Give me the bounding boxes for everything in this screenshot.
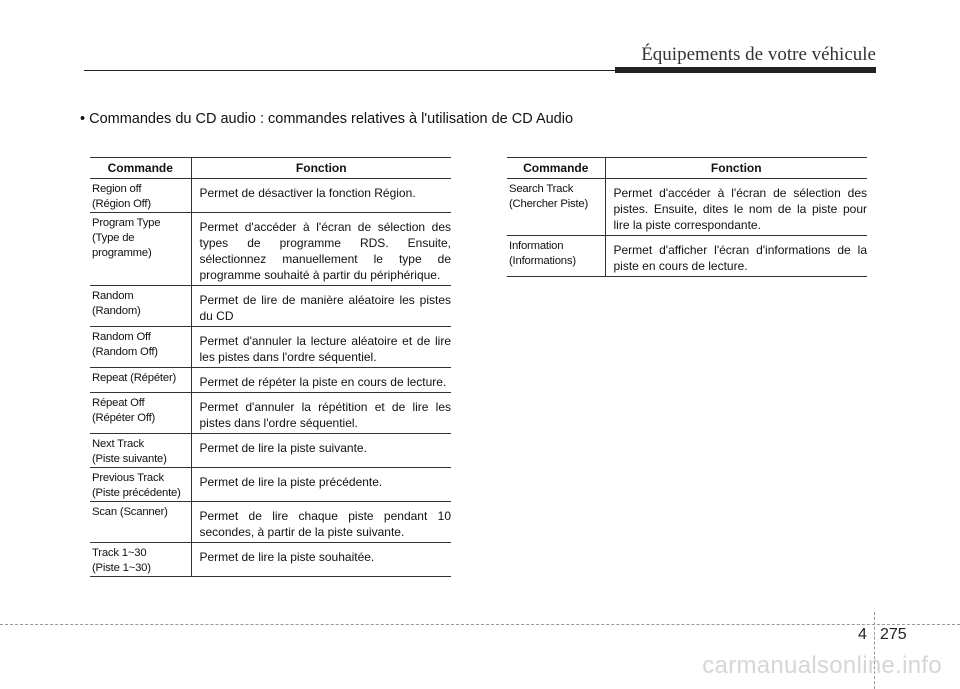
watermark: carmanualsonline.info bbox=[702, 652, 942, 679]
table-row bbox=[90, 179, 451, 213]
function-cell: Permet d'afficher l'écran d'informations de la piste en cours de lecture. bbox=[605, 236, 867, 277]
column-header-command: Commande bbox=[507, 158, 605, 179]
header-title: Équipements de votre véhicule bbox=[641, 44, 876, 65]
column-header-function: Fonction bbox=[191, 158, 451, 179]
command-cell: Next Track (Piste suivante) bbox=[90, 434, 191, 468]
function-cell: Permet d'annuler la lecture aléatoire et de lire les pistes dans l'ordre séquentiel. bbox=[191, 327, 451, 368]
command-cell: Scan (Scanner) bbox=[90, 502, 191, 543]
table-header-row bbox=[90, 158, 451, 179]
chapter-number: 4 bbox=[858, 626, 867, 643]
table-row bbox=[90, 434, 451, 468]
command-cell: Random (Random) bbox=[90, 286, 191, 327]
table-row bbox=[90, 327, 451, 368]
footer-rule bbox=[0, 624, 960, 625]
table-row bbox=[90, 286, 451, 327]
command-cell: Track 1~30 (Piste 1~30) bbox=[90, 543, 191, 577]
function-cell: Permet de lire de manière aléatoire les pistes du CD bbox=[191, 286, 451, 327]
right-command-table bbox=[507, 157, 867, 277]
table-row bbox=[90, 213, 451, 286]
command-cell: Répeat Off (Répéter Off) bbox=[90, 393, 191, 434]
function-cell: Permet d'accéder à l'écran de sélection des types de programme RDS. Ensuite, sélectionnez manuellement le type de programme souhaité à partir du périphérique. bbox=[191, 213, 451, 286]
table-header-row bbox=[507, 158, 867, 179]
command-cell: Search Track (Chercher Piste) bbox=[507, 179, 605, 236]
function-cell: Permet de répéter la piste en cours de lecture. bbox=[191, 368, 451, 393]
table-row bbox=[90, 393, 451, 434]
left-command-table bbox=[90, 157, 451, 577]
command-cell: Information (Informations) bbox=[507, 236, 605, 277]
function-cell: Permet d'annuler la répétition et de lire les pistes dans l'ordre séquentiel. bbox=[191, 393, 451, 434]
table-row bbox=[507, 179, 867, 236]
table-row bbox=[90, 502, 451, 543]
function-cell: Permet de lire la piste précédente. bbox=[191, 468, 451, 502]
column-header-command: Commande bbox=[90, 158, 191, 179]
command-cell: Previous Track (Piste précédente) bbox=[90, 468, 191, 502]
table-row bbox=[90, 368, 451, 393]
command-cell: Random Off (Random Off) bbox=[90, 327, 191, 368]
table-row bbox=[90, 543, 451, 577]
intro-text: • Commandes du CD audio : commandes relatives à l'utilisation de CD Audio bbox=[80, 111, 574, 127]
function-cell: Permet de lire la piste suivante. bbox=[191, 434, 451, 468]
function-cell: Permet de lire la piste souhaitée. bbox=[191, 543, 451, 577]
command-cell: Repeat (Répéter) bbox=[90, 368, 191, 393]
page-number: 275 bbox=[880, 626, 907, 643]
command-cell: Program Type (Type de programme) bbox=[90, 213, 191, 286]
function-cell: Permet d'accéder à l'écran de sélection des pistes. Ensuite, dites le nom de la piste pour lire la piste correspondante. bbox=[605, 179, 867, 236]
table-row bbox=[507, 236, 867, 277]
command-cell: Region off (Région Off) bbox=[90, 179, 191, 213]
table-row bbox=[90, 468, 451, 502]
function-cell: Permet de lire chaque piste pendant 10 secondes, à partir de la piste suivante. bbox=[191, 502, 451, 543]
column-header-function: Fonction bbox=[605, 158, 867, 179]
header-rule-accent bbox=[615, 67, 876, 73]
function-cell: Permet de désactiver la fonction Région. bbox=[191, 179, 451, 213]
